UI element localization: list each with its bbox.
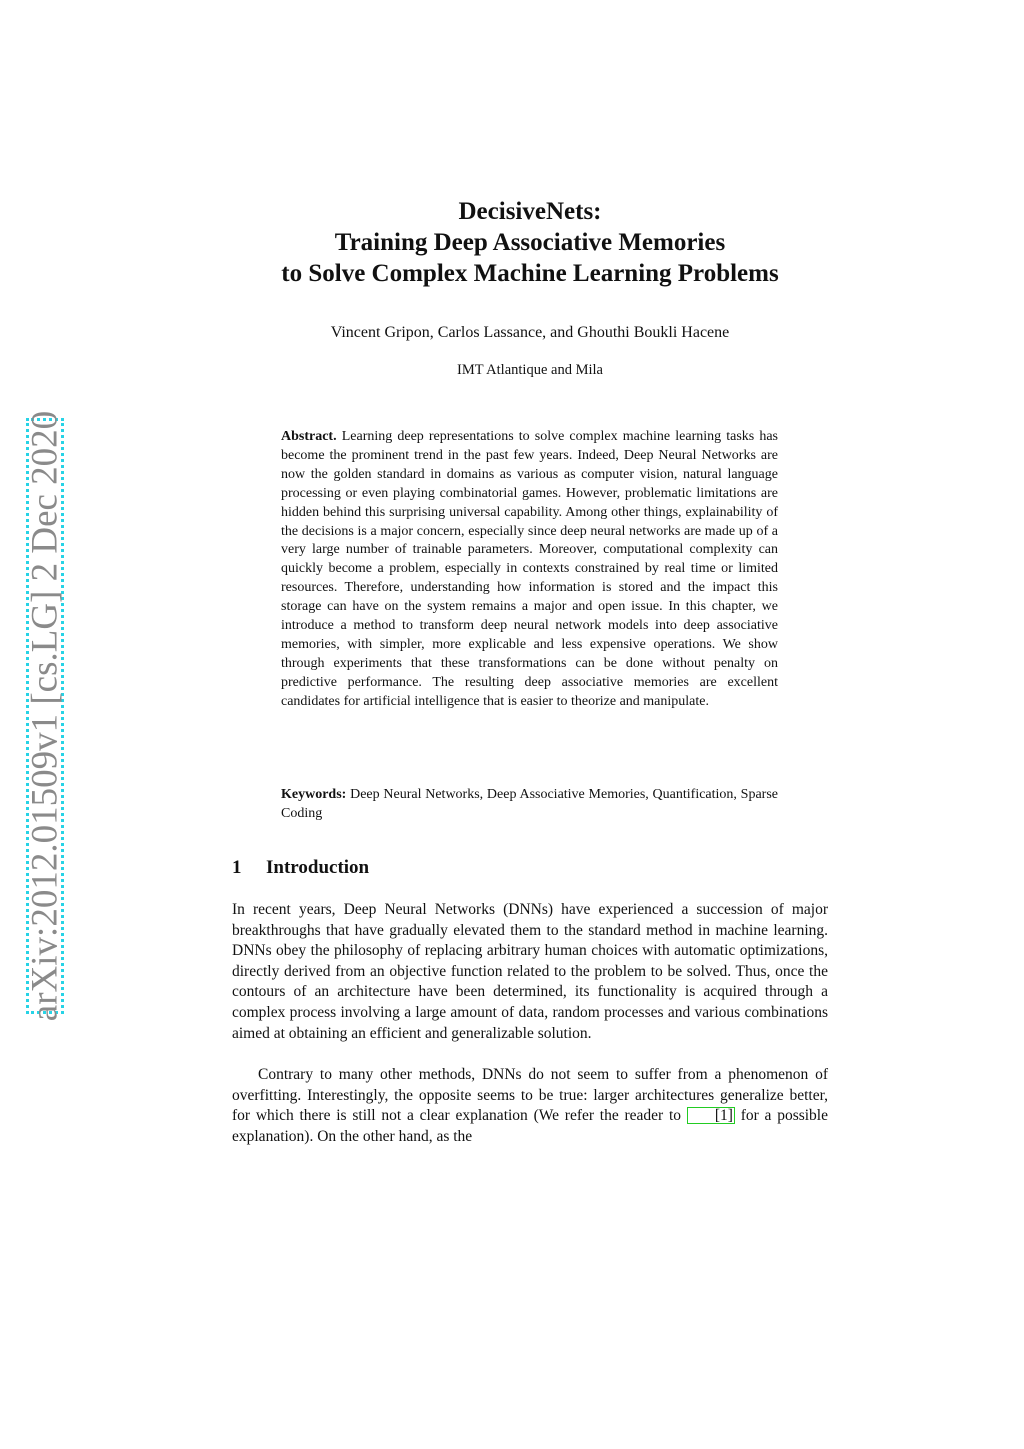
abstract-text: Learning deep representations to solve complex machine learning tasks has become the prominent trend in the past few years. Indeed, Deep Neural Networks are now the golden standard in domains as various as computer vision, natural language processing or even playing combinatorial games. However, problematic limitations are hidden behind this surprising universal capability. Among other things, explainability of the decisions is a major concern, especially since deep neural networks are made up of a very large number of trainable parameters. Moreover, computational complexity can quickly become a problem, especially in contexts constrained by real time or limited resources. Therefore, understanding how information is stored and the impact this storage can have on the system remains a major and open issue. In this chapter, we introduce a method to transform deep neural network models into deep associative memories, with simpler, more explicable and less expensive operations. We show through experiments that these transformations can be done without penalty on predictive performance. The resulting deep associative memories are excellent candidates for artificial intelligence that is easier to theorize and manipulate. [281, 429, 778, 709]
paragraph-2-text-end: for a possible explanation). On the other hand, as the [232, 1107, 828, 1145]
section-heading [232, 857, 369, 879]
keywords-text: Deep Neural Networks, Deep Associative Memories, Quantification, Sparse Coding [281, 787, 778, 821]
section-title: Introduction [266, 857, 370, 878]
body-paragraph-2 [232, 1065, 828, 1147]
paragraph-2-text-start: Contrary to many other methods, DNNs do not seem to suffer from a phenomenon of overfitting. Interestingly, the opposite seems to be true: larger architectures generalize better, for which there is still not a clear explanation (We refer the reader to [232, 1066, 828, 1125]
title-line-3: to Solve Complex Machine Learning Problems [281, 260, 779, 287]
abstract-label: Abstract. [281, 429, 337, 444]
arxiv-stamp[interactable]: arXiv:2012.01509v1 [cs.LG] 2 Dec 2020 [24, 410, 66, 1022]
keywords [281, 786, 778, 824]
affiliation: IMT Atlantique and Mila [457, 362, 603, 378]
paper-title [232, 196, 828, 289]
section-number: 1 [232, 857, 242, 878]
keywords-label: Keywords: [281, 787, 347, 802]
abstract [281, 428, 778, 712]
title-line-2: Training Deep Associative Memories [334, 229, 726, 256]
author-list: Vincent Gripon, Carlos Lassance, and Ghouthi Boukli Hacene [330, 324, 730, 341]
citation-link[interactable]: [1] [687, 1107, 735, 1124]
citation-number: 1 [720, 1107, 728, 1125]
body-paragraph-1: In recent years, Deep Neural Networks (DNNs) have experienced a succession of major breakthroughs that have gradually elevated them to the standard method in machine learning. DNNs obey the philosophy of replacing arbitrary human choices with automatic optimizations, directly derived from an objective function related to the problem to be solved. Thus, once the contours of an architecture have been determined, its functionality is acquired through a complex process involving a large amount of data, random processes and various combinations aimed at obtaining an efficient and generalizable solution. [232, 901, 828, 1042]
title-line-1: DecisiveNets: [458, 198, 602, 225]
